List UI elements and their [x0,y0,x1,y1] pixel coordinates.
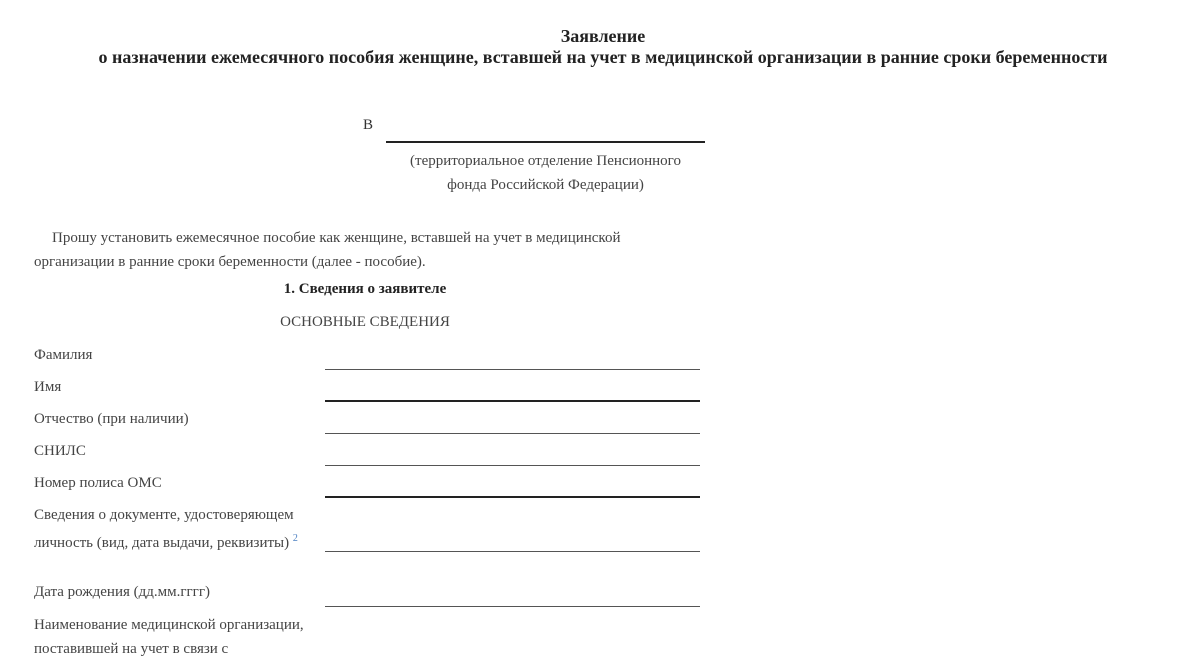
field-label-name: Имя [34,379,62,395]
document-title: Заявление [560,26,646,46]
field-snils-line[interactable] [325,465,700,466]
document-subtitle: о назначении ежемесячного пособия женщине, вставшей на учет в медицинской организации в ранние сроки беременности [98,47,1108,67]
addressee-caption [386,149,705,197]
field-surname-line[interactable] [325,369,700,370]
field-label-surname: Фамилия [34,347,93,363]
field-label-snils: СНИЛС [34,443,86,459]
field-label-id-document-text: личность (вид, дата выдачи, реквизиты) [34,535,290,551]
field-patronymic-line[interactable] [325,433,700,434]
field-birthdate-line[interactable] [325,606,700,607]
addressee-input-line[interactable] [386,141,705,143]
field-label-medical-org-line1: Наименование медицинской организации, [34,617,304,633]
field-oms-line[interactable] [325,496,700,498]
field-label-birthdate: Дата рождения (дд.мм.гггг) [34,584,210,600]
field-label-id-document [34,503,324,555]
field-label-oms: Номер полиса ОМС [34,475,162,491]
section-subheading: ОСНОВНЫЕ СВЕДЕНИЯ [280,314,450,330]
field-label-medical-org-line2: поставившей на учет в связи с [34,641,229,657]
addressee-prefix: В [363,117,374,133]
field-name-line[interactable] [325,400,700,402]
field-label-id-document-line2 [34,527,324,555]
field-label-patronymic: Отчество (при наличии) [34,411,189,427]
request-paragraph: Прошу установить ежемесячное пособие как женщине, вставшей на учет в медицинской организации в ранние сроки беременности (далее - пособие). [34,230,621,270]
section-heading: 1. Сведения о заявителе [283,281,447,297]
footnote-link[interactable]: 2 [292,533,298,544]
addressee-caption-line2: фонда Российской Федерации) [447,177,644,193]
addressee-caption-line1: (территориальное отделение Пенсионного [410,153,681,169]
field-label-id-document-line1: Сведения о документе, удостоверяющем [34,507,294,523]
field-id-document-line[interactable] [325,551,700,552]
field-label-medical-org [34,613,324,661]
